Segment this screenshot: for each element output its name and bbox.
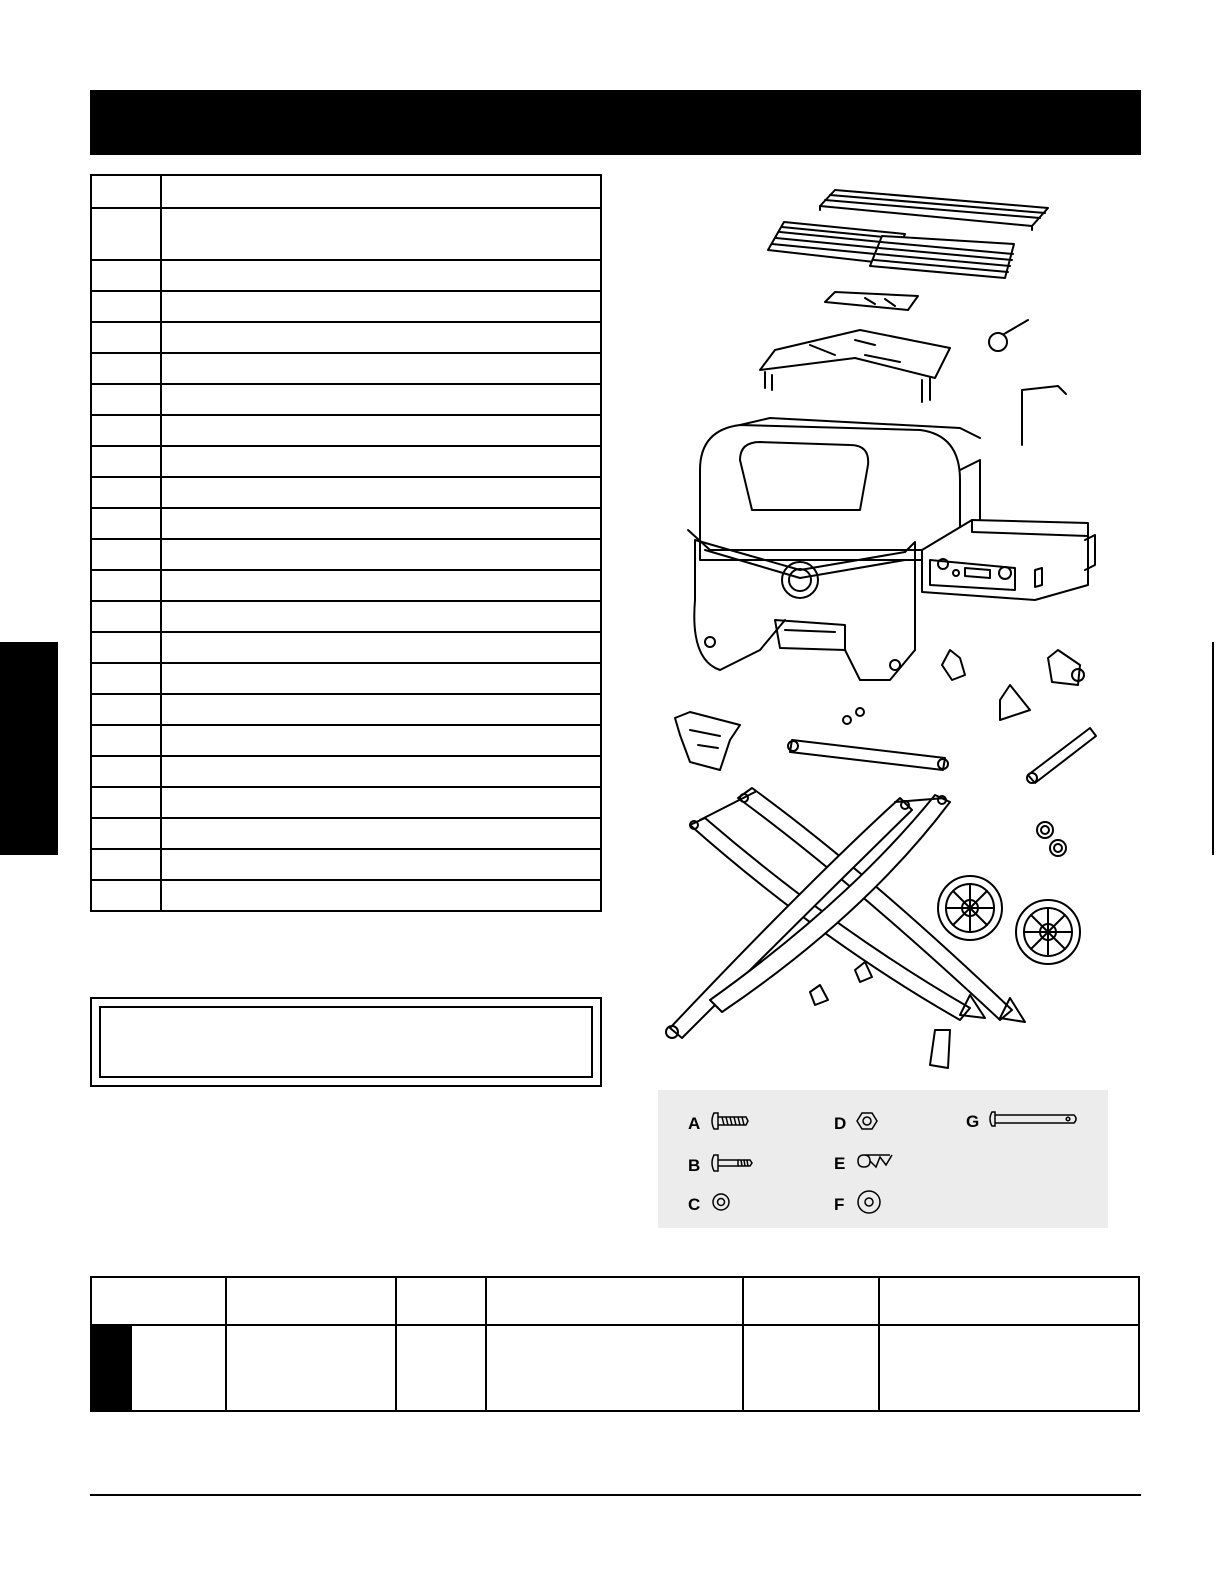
screw-icon <box>710 1110 750 1137</box>
part-description <box>161 570 601 601</box>
hardware-letter: A <box>688 1113 701 1133</box>
spec-cell <box>226 1325 396 1411</box>
spec-cell <box>486 1325 743 1411</box>
parts-table-row <box>91 601 601 632</box>
header-bar <box>90 90 1141 155</box>
axle-rod-icon <box>1027 728 1096 783</box>
part-description <box>161 880 601 911</box>
spec-table-row <box>91 1325 1139 1411</box>
small-nut-icon <box>843 716 851 724</box>
note-box-inner <box>99 1006 593 1078</box>
parts-table-row <box>91 849 601 880</box>
wheel-icon <box>938 876 1080 964</box>
part-description <box>161 663 601 694</box>
wheel-spacer-icon <box>1037 822 1066 856</box>
heat-baffle-icon <box>825 292 918 310</box>
part-number <box>91 208 161 260</box>
hardware-letter: B <box>688 1155 701 1175</box>
spec-cell <box>91 1325 226 1411</box>
part-number <box>91 322 161 353</box>
part-number <box>91 756 161 787</box>
part-description <box>161 725 601 756</box>
part-number <box>91 260 161 291</box>
hardware-item <box>688 1110 750 1137</box>
spec-header-cell <box>396 1277 486 1325</box>
part-number <box>91 508 161 539</box>
spec-header-cell <box>879 1277 1139 1325</box>
hardware-item <box>834 1152 894 1175</box>
part-description <box>161 818 601 849</box>
part-number <box>91 353 161 384</box>
part-description <box>161 322 601 353</box>
col-description-header <box>161 175 601 208</box>
part-number <box>91 725 161 756</box>
part-description <box>161 849 601 880</box>
part-number <box>91 477 161 508</box>
part-number <box>91 694 161 725</box>
bolt-icon <box>710 1152 754 1179</box>
parts-table-row <box>91 818 601 849</box>
axle-pin-icon <box>988 1110 1080 1133</box>
spec-cell <box>743 1325 879 1411</box>
parts-table-row <box>91 260 601 291</box>
spec-table-header <box>91 1277 1139 1325</box>
parts-table-row <box>91 539 601 570</box>
hardware-panel <box>658 1090 1108 1228</box>
hardware-item <box>834 1110 878 1137</box>
parts-table-header <box>91 175 601 208</box>
spec-header-cell <box>91 1277 226 1325</box>
parts-table-row <box>91 725 601 756</box>
parts-table-row <box>91 477 601 508</box>
part-description <box>161 694 601 725</box>
part-number <box>91 601 161 632</box>
axle-bracket-icon <box>1048 650 1084 685</box>
part-description <box>161 508 601 539</box>
parts-table-row <box>91 880 601 911</box>
hardware-item <box>688 1191 732 1218</box>
hardware-item <box>688 1152 754 1179</box>
hardware-letter: C <box>688 1194 701 1214</box>
part-number <box>91 787 161 818</box>
part-description <box>161 415 601 446</box>
part-number <box>91 415 161 446</box>
hex-key-icon <box>1022 386 1066 445</box>
leg-bracket-icon <box>1000 685 1030 720</box>
hardware-letter: D <box>834 1113 847 1133</box>
drip-tray-icon <box>760 330 950 402</box>
parts-table-row <box>91 632 601 663</box>
grill-grates-icon <box>768 222 1014 278</box>
hardware-letter: E <box>834 1153 846 1173</box>
part-description <box>161 477 601 508</box>
part-description <box>161 601 601 632</box>
washer-icon <box>710 1191 732 1218</box>
hardware-item <box>966 1110 1080 1133</box>
part-description <box>161 446 601 477</box>
large-washer-icon <box>856 1189 882 1220</box>
part-number <box>91 570 161 601</box>
parts-table-row <box>91 291 601 322</box>
parts-table <box>90 174 602 912</box>
col-number-header <box>91 175 161 208</box>
part-description <box>161 260 601 291</box>
part-number <box>91 446 161 477</box>
part-description <box>161 208 601 260</box>
spec-header-cell <box>226 1277 396 1325</box>
part-description <box>161 632 601 663</box>
color-swatch <box>92 1326 132 1410</box>
part-description <box>161 291 601 322</box>
part-number <box>91 384 161 415</box>
footer-rule <box>90 1494 1141 1496</box>
section-tab <box>0 642 58 855</box>
parts-table-row <box>91 787 601 818</box>
parts-table-row <box>91 384 601 415</box>
warming-rack-icon <box>820 190 1048 230</box>
handle-bar-icon <box>788 740 948 770</box>
hardware-letter: G <box>966 1111 980 1131</box>
parts-table-row <box>91 694 601 725</box>
parts-table-row <box>91 756 601 787</box>
part-number <box>91 880 161 911</box>
part-number <box>91 539 161 570</box>
note-box <box>90 997 602 1087</box>
parts-table-row <box>91 322 601 353</box>
part-number <box>91 291 161 322</box>
edge-marker <box>1212 642 1214 855</box>
spec-cell <box>396 1325 486 1411</box>
nut-icon <box>856 1110 878 1137</box>
part-number <box>91 849 161 880</box>
grill-exploded-view <box>660 180 1125 1085</box>
part-description <box>161 787 601 818</box>
part-description <box>161 353 601 384</box>
part-number <box>91 663 161 694</box>
hopper-cover-icon <box>675 712 740 770</box>
part-number <box>91 818 161 849</box>
parts-table-row <box>91 208 601 260</box>
parts-table-row <box>91 415 601 446</box>
parts-table-row <box>91 570 601 601</box>
part-number <box>91 632 161 663</box>
part-description <box>161 756 601 787</box>
spec-header-cell <box>486 1277 743 1325</box>
meat-probe-icon <box>989 320 1028 351</box>
parts-table-row <box>91 446 601 477</box>
hardware-letter: F <box>834 1194 845 1214</box>
spec-header-cell <box>743 1277 879 1325</box>
spec-table <box>90 1276 1140 1412</box>
spec-cell <box>879 1325 1139 1411</box>
parts-table-row <box>91 508 601 539</box>
part-description <box>161 539 601 570</box>
cotter-pin-icon <box>856 1152 894 1175</box>
parts-table-row <box>91 663 601 694</box>
parts-table-row <box>91 353 601 384</box>
spec-cell-text <box>132 1326 225 1410</box>
part-description <box>161 384 601 415</box>
hardware-item <box>834 1189 882 1220</box>
